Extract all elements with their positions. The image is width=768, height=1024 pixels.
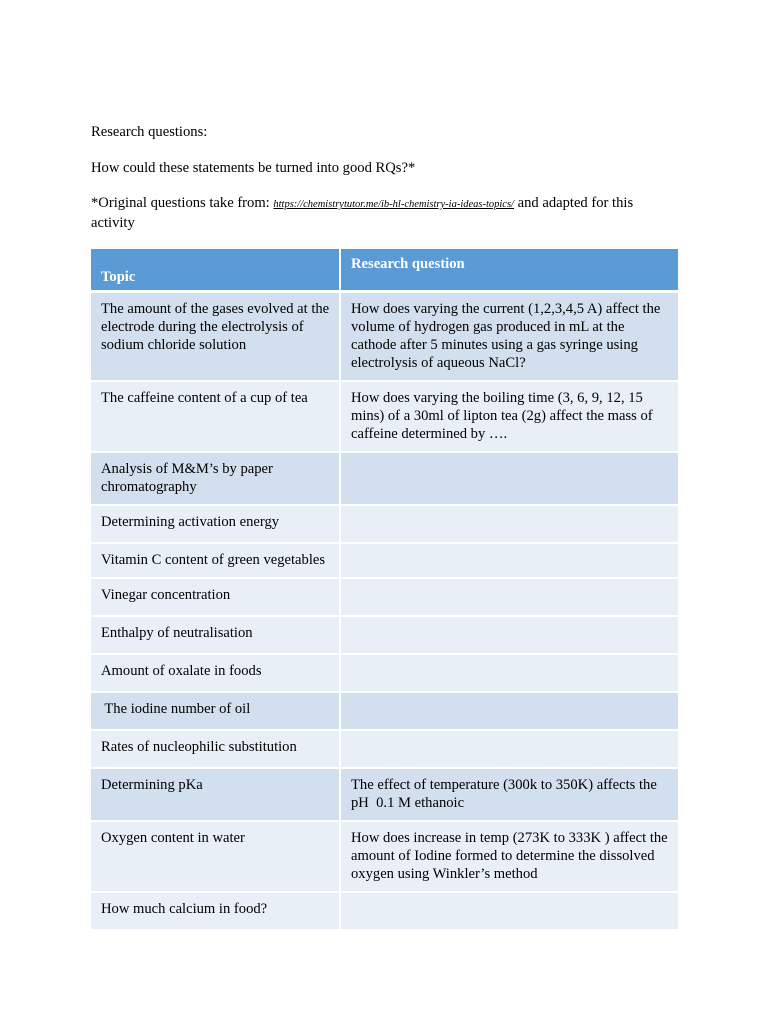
topic-cell: Determining pKa [91,769,339,822]
rq-cell[interactable] [339,617,678,655]
rq-cell[interactable]: How does varying the current (1,2,3,4,5 A) affect the volume of hydrogen gas produced in mL at the cathode after 5 minutes using a gas syringe using electrolysis of aqueous NaCl? [339,293,678,382]
table-row [91,579,678,617]
heading: Research questions: [91,124,208,140]
topic-cell: Determining activation energy [91,506,339,544]
rq-cell[interactable] [339,655,678,693]
rq-cell[interactable] [339,693,678,731]
topic-cell: How much calcium in food? [91,893,339,931]
rq-cell[interactable]: How does increase in temp (273K to 333K ) affect the amount of Iodine formed to determine the dissolved oxygen using Winkler’s method [339,822,678,893]
topic-cell: The iodine number of oil [91,693,339,731]
rq-cell[interactable] [339,453,678,506]
table-row [91,655,678,693]
table-row [91,382,678,453]
table-row [91,617,678,655]
topic-cell: Amount of oxalate in foods [91,655,339,693]
topic-cell: Analysis of M&M’s by paper chromatography [91,453,339,506]
rq-cell[interactable] [339,893,678,931]
topic-cell: The amount of the gases evolved at the electrode during the electrolysis of sodium chloride solution [91,293,339,382]
rq-cell[interactable]: The effect of temperature (300k to 350K) affects the pH 0.1 M ethanoic [339,769,678,822]
rq-cell[interactable] [339,731,678,769]
source-note [91,194,678,232]
topic-cell: The caffeine content of a cup of tea [91,382,339,453]
table-header-row [91,249,678,293]
source-link[interactable]: https://chemistrytutor.me/ib-hl-chemistry-ia-ideas-topics/ [273,199,514,210]
topic-cell: Oxygen content in water [91,822,339,893]
table-row [91,822,678,893]
topic-cell: Vinegar concentration [91,579,339,617]
header-research-question: Research question [339,249,678,293]
table-row [91,731,678,769]
table-row [91,544,678,579]
table-row [91,769,678,822]
document-page [91,123,678,931]
table-row [91,293,678,382]
rq-cell[interactable] [339,506,678,544]
prompt-text: How could these statements be turned into good RQs?* [91,160,416,176]
table-row [91,693,678,731]
topic-cell: Vitamin C content of green vegetables [91,544,339,579]
rq-cell[interactable] [339,544,678,579]
rq-cell[interactable] [339,579,678,617]
source-prefix: *Original questions take from: [91,195,274,211]
table-row [91,506,678,544]
source-suffix: and adapted for this activity [91,195,634,231]
research-questions-table [91,249,678,931]
header-topic: Topic [91,249,339,293]
rq-cell[interactable]: How does varying the boiling time (3, 6, 9, 12, 15 mins) of a 30ml of lipton tea (2g) affect the mass of caffeine determined by …. [339,382,678,453]
topic-cell: Rates of nucleophilic substitution [91,731,339,769]
topic-cell: Enthalpy of neutralisation [91,617,339,655]
table-row [91,453,678,506]
table-row [91,893,678,931]
